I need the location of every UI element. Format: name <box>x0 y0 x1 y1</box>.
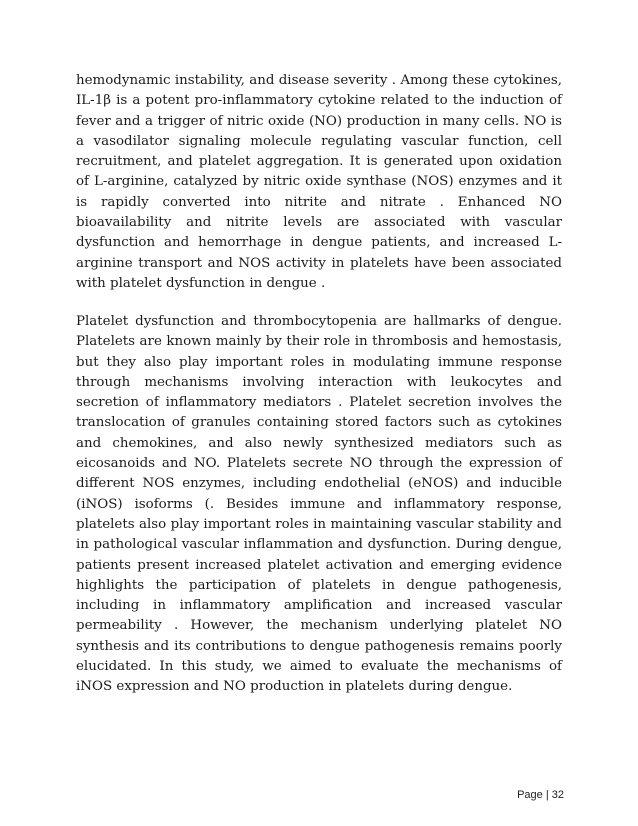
body-paragraph-1: hemodynamic instability, and disease severity . Among these cytokines, IL-1β is a potent pro-inflammatory cytokine related to the induction of fever and a trigger of nitric oxide (NO) production in many cells. NO is a vasodilator signaling molecule regulating vascular function, cell recruitment, and platelet aggregation. It is generated upon oxidation of L-arginine, catalyzed by nitric oxide synthase (NOS) enzymes and it is rapidly converted into nitrite and nitrate . Enhanced NO bioavailability and nitrite levels are associated with vascular dysfunction and hemorrhage in dengue patients, and increased L-arginine transport and NOS activity in platelets have been associated with platelet dysfunction in dengue . <box>76 73 562 291</box>
body-paragraph-2: Platelet dysfunction and thrombocytopenia are hallmarks of dengue. Platelets are known mainly by their role in thrombosis and hemostasis, but they also play important roles in modulating immune response through mechanisms involving interaction with leukocytes and secretion of inflammatory mediators . Platelet secretion involves the translocation of granules containing stored factors such as cytokines and chemokines, and also newly synthesized mediators such as eicosanoids and NO. Platelets secrete NO through the expression of different NOS enzymes, including endothelial (eNOS) and inducible (iNOS) isoforms (. Besides immune and inflammatory response, platelets also play important roles in maintaining vascular stability and in pathological vascular inflammation and dysfunction. During dengue, patients present increased platelet activation and emerging evidence highlights the participation of platelets in dengue pathogenesis, including in inflammatory amplification and increased vascular permeability . However, the mechanism underlying platelet NO synthesis and its contributions to dengue pathogenesis remains poorly elucidated. In this study, we aimed to evaluate the mechanisms of iNOS expression and NO production in platelets during dengue. <box>76 314 562 695</box>
page-number: Page | 32 <box>517 789 564 801</box>
